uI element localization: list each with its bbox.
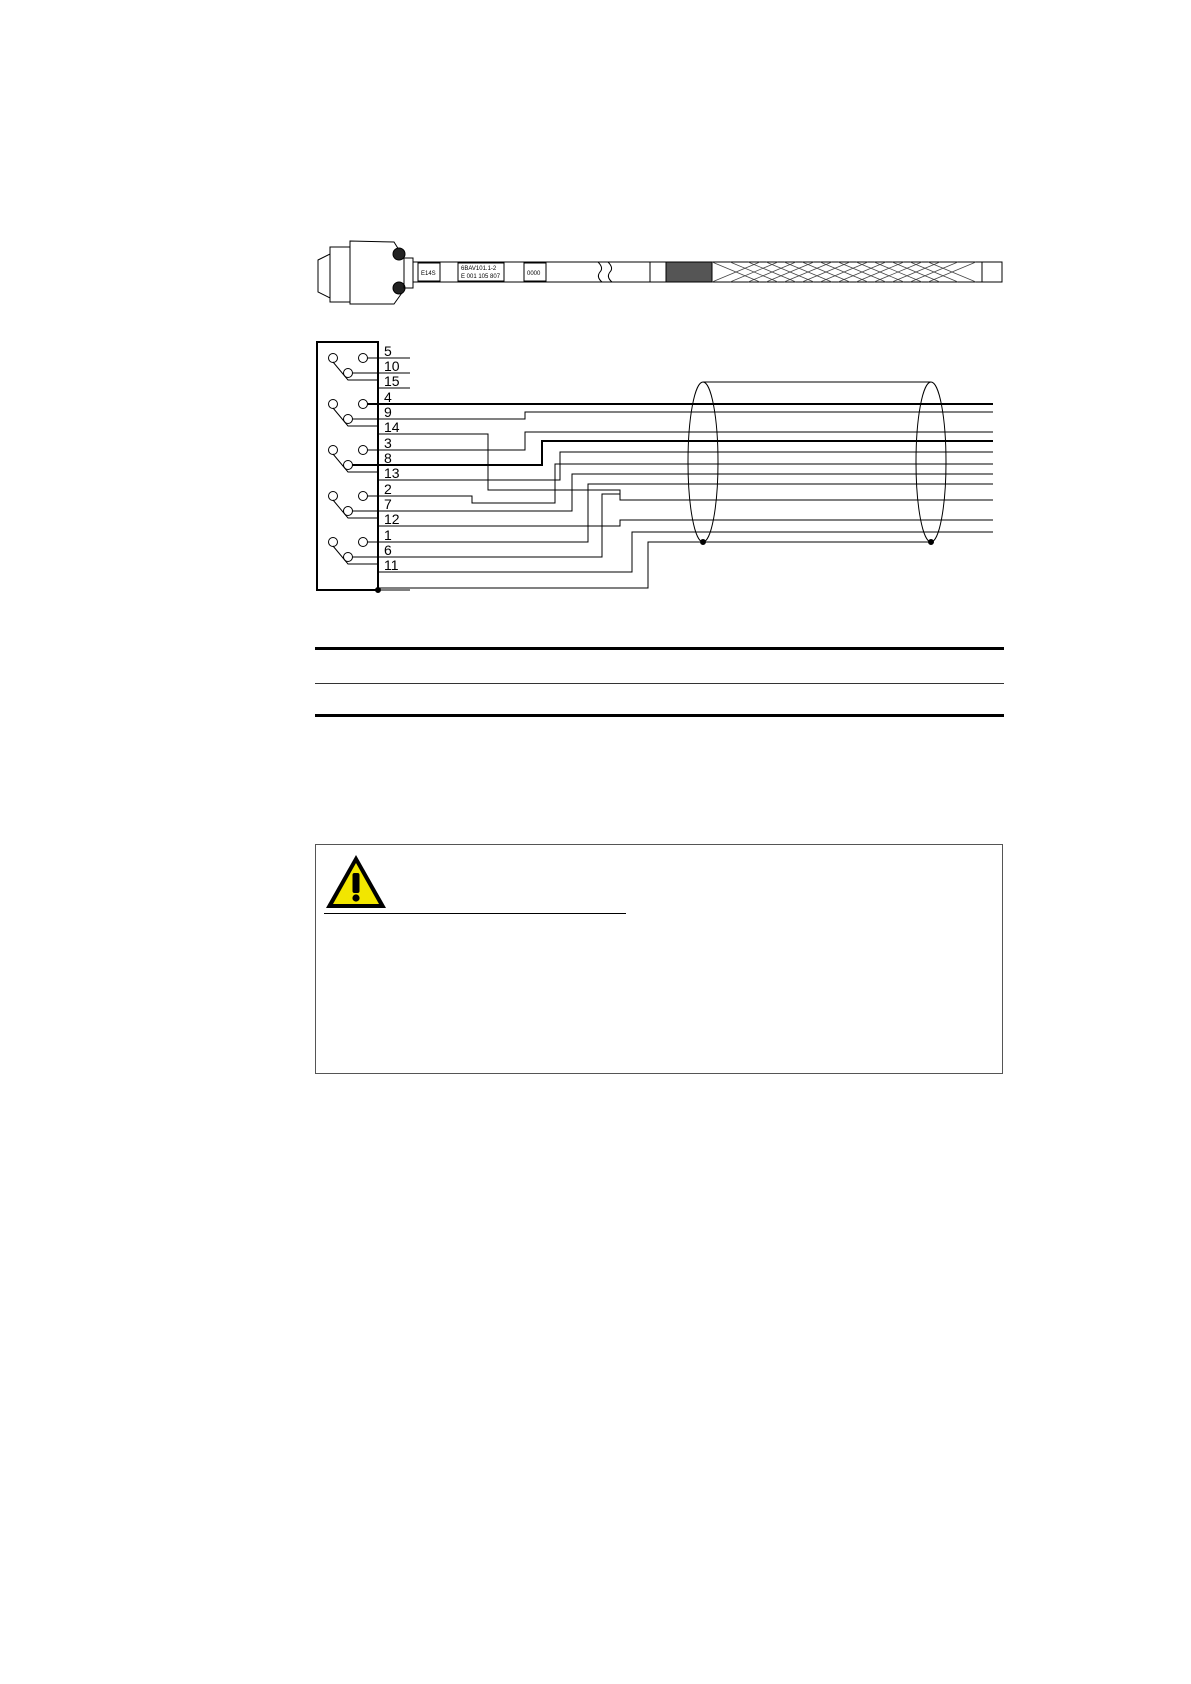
warning-box	[315, 844, 1003, 1074]
contact-group-3	[329, 446, 379, 473]
warning-triangle-icon	[324, 853, 388, 911]
pin-label-11: 11	[384, 557, 399, 573]
screw-top	[393, 248, 405, 260]
pin-label-8: 8	[384, 450, 392, 466]
contact-group-4	[329, 492, 379, 519]
cable-tag-3: E 001 105 807	[461, 274, 501, 280]
shield-right	[916, 382, 946, 542]
cable-drawing	[0, 0, 1191, 700]
pin-label-14: 14	[384, 419, 400, 435]
contact-group-5	[329, 538, 379, 565]
table-rule-top	[315, 647, 1004, 650]
pin-label-1: 1	[384, 527, 392, 543]
cable-tag-1: E14S	[421, 271, 436, 277]
pin-label-12: 12	[384, 511, 400, 527]
dsub-connector-face	[318, 254, 330, 298]
table-rule-bottom	[315, 714, 1004, 717]
pin-label-2: 2	[384, 481, 392, 497]
pin-labels	[384, 343, 400, 573]
braided-shield	[712, 262, 976, 282]
pin-label-6: 6	[384, 542, 392, 558]
pin-label-13: 13	[384, 465, 400, 481]
pin-label-15: 15	[384, 373, 400, 389]
dsub-connector-body	[330, 247, 350, 302]
cable-tag-2: 6BAV101.1-2	[461, 266, 497, 272]
pin-label-5: 5	[384, 343, 392, 359]
screw-bottom	[393, 282, 405, 294]
wires	[352, 404, 993, 588]
pin-label-7: 7	[384, 496, 392, 512]
warning-heading-rule	[324, 913, 626, 914]
wiring-schematic	[317, 342, 993, 593]
pin-label-9: 9	[384, 404, 392, 420]
table-rule-middle	[315, 683, 1004, 684]
pin-label-4: 4	[384, 389, 392, 405]
pin-label-10: 10	[384, 358, 400, 374]
shield-left	[688, 382, 718, 542]
cable-tag-4: 0000	[527, 271, 541, 277]
pin-label-3: 3	[384, 435, 392, 451]
